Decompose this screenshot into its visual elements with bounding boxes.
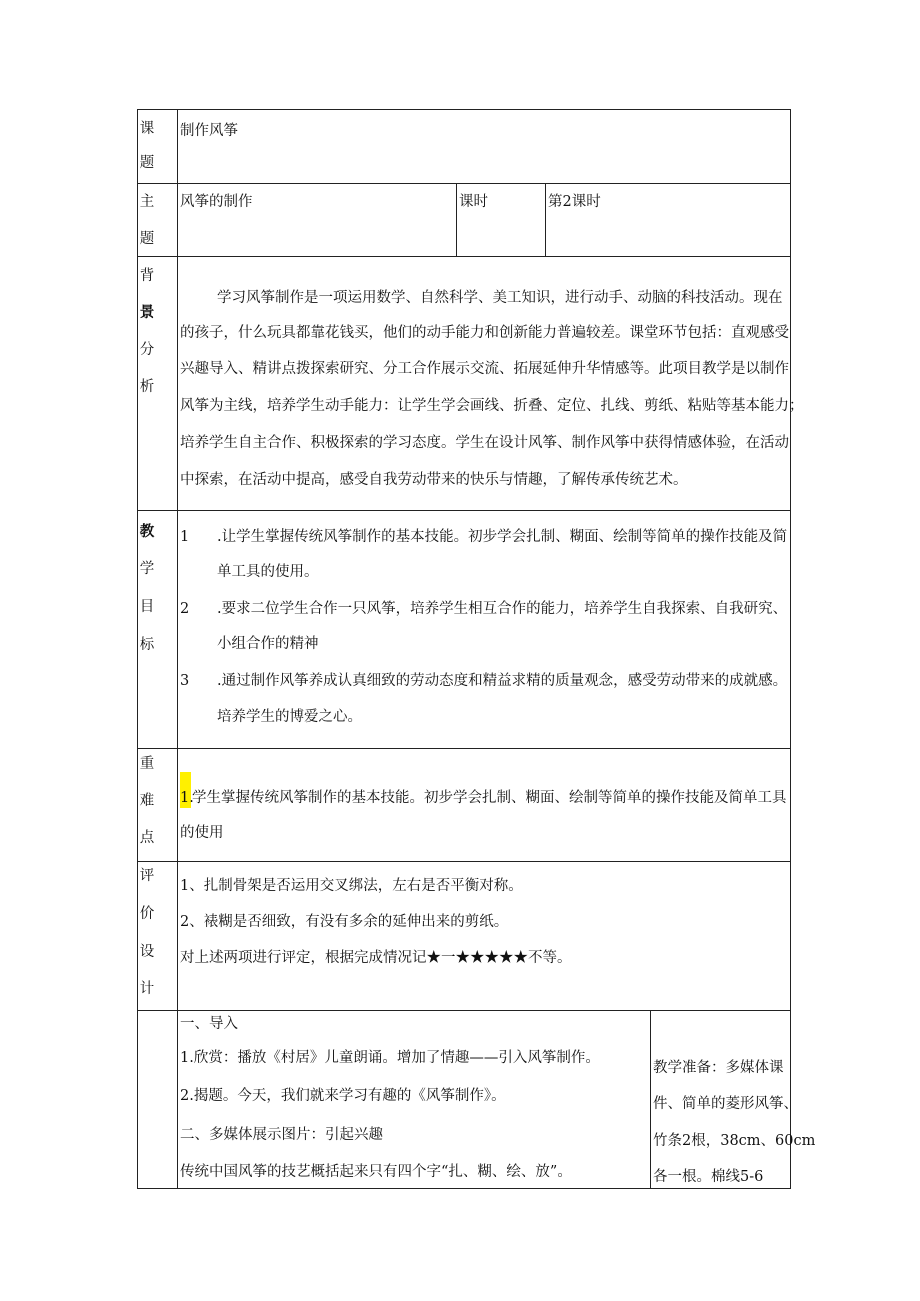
process-line: 传统中国风筝的技艺概括起来只有四个字“扎、糊、绘、放”。 (180, 1164, 572, 1180)
row-separator (137, 510, 791, 511)
side-divider (650, 1010, 651, 1189)
background-line: 学习风筝制作是一项运用数学、自然科学、美工知识，进行动手、动脑的科技活动。现在 (217, 290, 783, 306)
row-label: 教 (139, 523, 155, 540)
period-label: 课时 (459, 194, 488, 210)
process-line: 二、多媒体展示图片：引起兴趣 (180, 1127, 383, 1143)
row-label: 景 (139, 304, 155, 321)
background-line: 兴趣导入、精讲点拨探索研究、分工合作展示交流、拓展延伸升华情感等。此项目教学是以制作 (180, 361, 789, 377)
row-label: 主 (139, 194, 155, 210)
preparation-line: 件、简单的菱形风筝、 (653, 1096, 798, 1112)
evaluation-line: 对上述两项进行评定，根据完成情况记★一★★★★★不等。 (180, 950, 572, 966)
preparation-line: 竹条2根，38cm、60cm (653, 1133, 816, 1149)
process-line: 1.欣赏：播放《村居》儿童朗诵。增加了情趣——引入风筝制作。 (180, 1050, 600, 1066)
goal-line: 培养学生的博爱之心。 (217, 709, 362, 725)
row-label: 点 (139, 830, 155, 846)
period-divider (545, 183, 546, 256)
lesson-title: 制作风筝 (180, 123, 238, 139)
key-point-line: 的使用 (180, 825, 224, 841)
row-label: 题 (139, 231, 155, 247)
background-line: 风筝为主线，培养学生动手能力：让学生学会画线、折叠、定位、扎线、剪纸、粘贴等基本能力； (180, 398, 804, 414)
row-separator (137, 748, 791, 749)
period-value: 第2课时 (548, 194, 601, 210)
goal-line: .通过制作风筝养成认真细致的劳动态度和精益求精的质量观念，感受劳动带来的成就感。 (217, 673, 788, 689)
row-label: 析 (139, 379, 155, 395)
goal-line: 单工具的使用。 (217, 564, 319, 580)
preparation-line: 教学准备：多媒体课 (653, 1060, 784, 1076)
process-line: 一、导入 (180, 1016, 238, 1032)
row-label: 学 (139, 561, 155, 577)
row-separator (137, 1010, 791, 1011)
label-divider (177, 109, 178, 1010)
row-label: 价 (139, 906, 155, 922)
goal-number: 3 (180, 673, 190, 689)
evaluation-line: 2、裱糊是否细致，有没有多余的延伸出来的剪纸。 (180, 914, 509, 930)
goal-line: .要求二位学生合作一只风筝，培养学生相互合作的能力，培养学生自我探索、自我研究、 (217, 601, 788, 617)
background-line: 的孩子，什么玩具都靠花钱买，他们的动手能力和创新能力普遍较差。课堂环节包括：直观感受 (180, 325, 789, 341)
goal-line: .让学生掌握传统风筝制作的基本技能。初步学会扎制、糊面、绘制等简单的操作技能及简 (217, 529, 788, 545)
process-line: 2.揭题。今天，我们就来学习有趣的《风筝制作》。 (180, 1088, 506, 1104)
background-line: 中探索，在活动中提高，感受自我劳动带来的快乐与情趣，了解传承传统艺术。 (180, 472, 688, 488)
row-label: 难 (139, 793, 155, 809)
key-point-line: 学生掌握传统风筝制作的基本技能。初步学会扎制、糊面、绘制等简单的操作技能及简单工具 (192, 790, 787, 806)
evaluation-line: 1、扎制骨架是否运用交叉绑法，左右是否平衡对称。 (180, 878, 523, 894)
background-line: 培养学生自主合作、积极探索的学习态度。学生在设计风筝、制作风筝中获得情感体验，在活动 (180, 435, 789, 451)
row-separator (137, 861, 791, 862)
row-label: 设 (139, 944, 155, 960)
row-label: 课 (139, 121, 155, 137)
period-divider (456, 183, 457, 256)
row-label: 分 (139, 342, 155, 358)
row-label: 重 (139, 756, 155, 772)
goal-number: 2 (180, 601, 190, 617)
theme-value: 风筝的制作 (180, 194, 253, 210)
key-point-number: 1. (180, 790, 194, 806)
row-label: 题 (139, 155, 155, 171)
row-label: 计 (139, 981, 155, 997)
row-label: 目 (139, 599, 155, 615)
preparation-line: 各一根。棉线5-6 (653, 1169, 764, 1185)
row-label: 背 (139, 268, 155, 284)
row-separator (137, 183, 791, 184)
row-label: 评 (139, 868, 155, 884)
process-divider (177, 1010, 178, 1189)
row-label: 标 (139, 637, 155, 653)
goal-line: 小组合作的精神 (217, 636, 319, 652)
row-separator (137, 256, 791, 257)
goal-number: 1 (180, 529, 190, 545)
